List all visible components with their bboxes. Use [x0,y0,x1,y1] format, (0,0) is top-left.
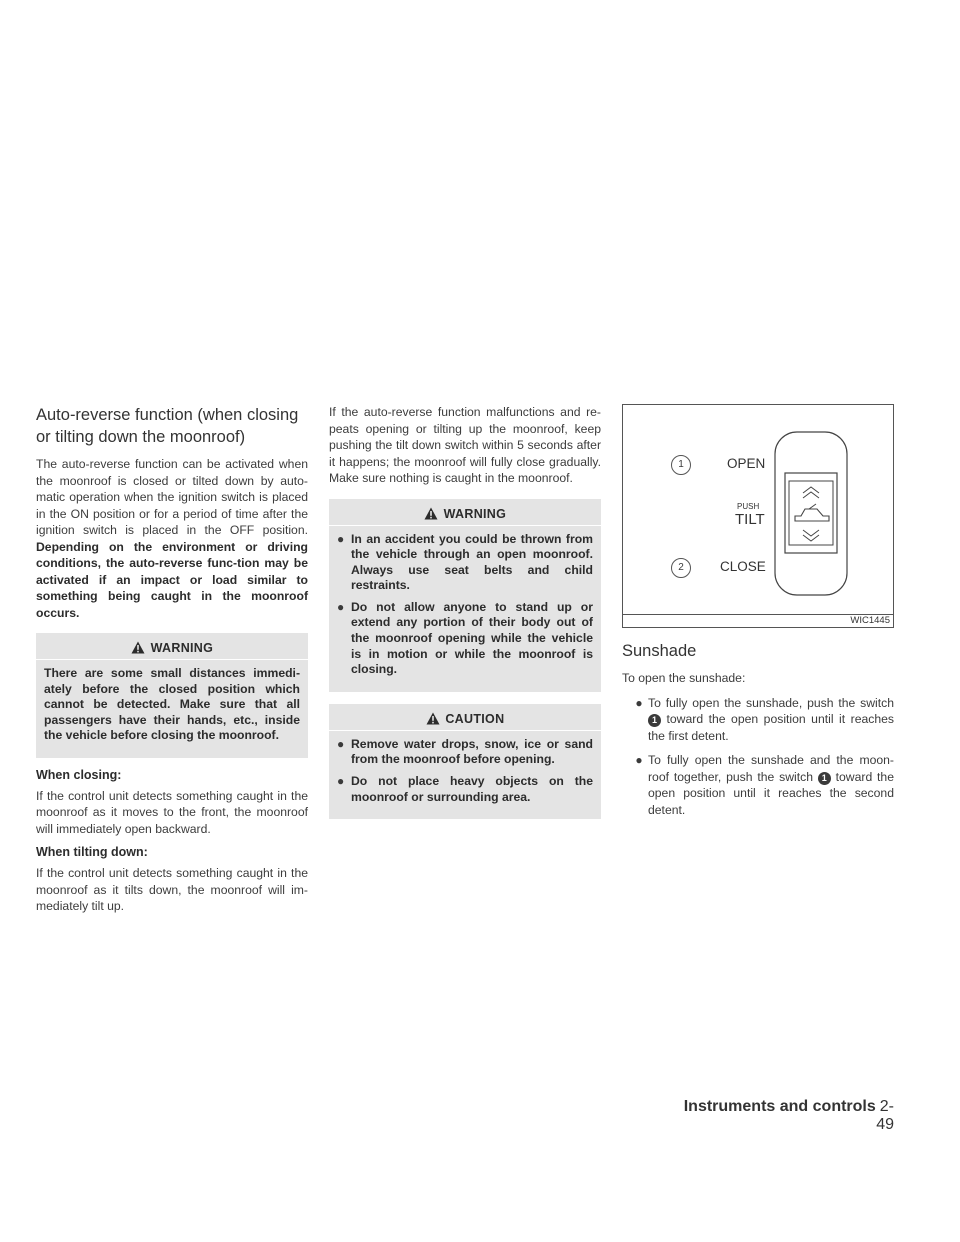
footer-section: Instruments and controls [683,1098,876,1115]
caution-box [329,704,601,819]
section-heading-sunshade: Sunshade [622,642,697,660]
warning-triangle-icon [424,507,438,520]
warning-triangle-icon [131,641,145,654]
section-heading-auto-reverse: Auto-reverse function (when closing or tilting down the moonroof) [36,406,299,446]
callout-1-icon: 1 [648,714,661,727]
when-tilting-text: If the control unit detects something caught in the moonroof as it tilts down, the moonroof will im-mediately tilt up. [36,866,308,914]
page-footer [678,1098,894,1134]
moonroof-switch-figure [622,404,894,628]
bullet-icon: ● [635,695,643,710]
caution-triangle-icon [426,712,440,725]
when-closing-text: If the control unit detects something caught in the moonroof as it moves to the front, the moonroof will immediately open backward. [36,788,308,836]
bullet-icon: ● [337,774,345,789]
caution-header: CAUTION [329,704,601,731]
sunshade-item: ● To fully open the sunshade, push the switch 1 toward the open position until it reaches the first detent. [630,695,894,745]
when-tilting-heading: When tilting down: [36,845,148,860]
bullet-icon: ● [337,531,345,546]
bullet-icon: ● [635,753,643,767]
sunshade-intro: To open the sunshade: [622,671,746,685]
figure-id: WIC1445 [850,615,890,626]
malfunction-text: If the auto-reverse function malfunctions and re-peats opening or tilting up the moonroof, keep pushing the tilt down switch within 5 seconds after it happens; the moonroof will fully close gradually. Make sure nothing is caught in the moonroof. [329,405,601,485]
tilt-label: TILT [735,511,765,528]
bullet-icon: ● [337,599,345,614]
callout-1-icon: 1 [818,772,831,785]
callout-2: 2 [671,558,691,578]
warning-header: WARNING [329,499,601,526]
when-closing-heading: When closing: [36,767,122,782]
caution-item: ● Do not place heavy objects on the moonroof or surrounding area. [337,774,593,804]
auto-reverse-intro-bold: Depending on the environment or driving conditions, the auto-reverse func-tion may be activated if an impact or load similar to something being caught in the moonroof occurs. [36,539,308,620]
push-label: PUSH [737,502,760,511]
sunshade-item: ● To fully open the sunshade and the moon-roof together, push the switch 1 toward the open position until it reaches the second detent. [630,752,894,818]
warning-text: There are some small distances immedi-ately before the closed position which cannot be detected. Make sure that all passengers have their hands, etc., inside the vehicle before closing the moonroof. [44,666,300,743]
warning-box-1 [36,633,308,758]
callout-1: 1 [671,455,691,475]
warning-box-2 [329,499,601,692]
warning-item: ● Do not allow anyone to stand up or extend any portion of their body out of the moonroof opening while the vehicle is in motion or while the moonroof is closing. [337,599,593,677]
column-left [36,404,308,923]
warning-item: ● In an accident you could be thrown from the vehicle through an open moonroof. Always use seat belts and child restraints. [337,531,593,593]
close-label: CLOSE [720,559,766,574]
page-number: 2-49 [876,1098,894,1133]
column-right [622,404,894,826]
auto-reverse-intro: The auto-reverse function can be activated when the moonroof is closed or tilted down by auto-matic operation when the ignition switch is placed in the ON position or for a period of time after the ignition switch is placed in the OFF position. Depending on the environment or driving conditions, the auto-reverse func-tion may be activated if an impact or load similar to something being caught in the moonroof occurs. [36,457,308,620]
bullet-icon: ● [337,736,345,751]
open-label: OPEN [727,456,766,471]
column-middle [329,404,601,829]
warning-header: WARNING [36,633,308,660]
caution-item: ● Remove water drops, snow, ice or sand from the moonroof before opening. [337,736,593,767]
